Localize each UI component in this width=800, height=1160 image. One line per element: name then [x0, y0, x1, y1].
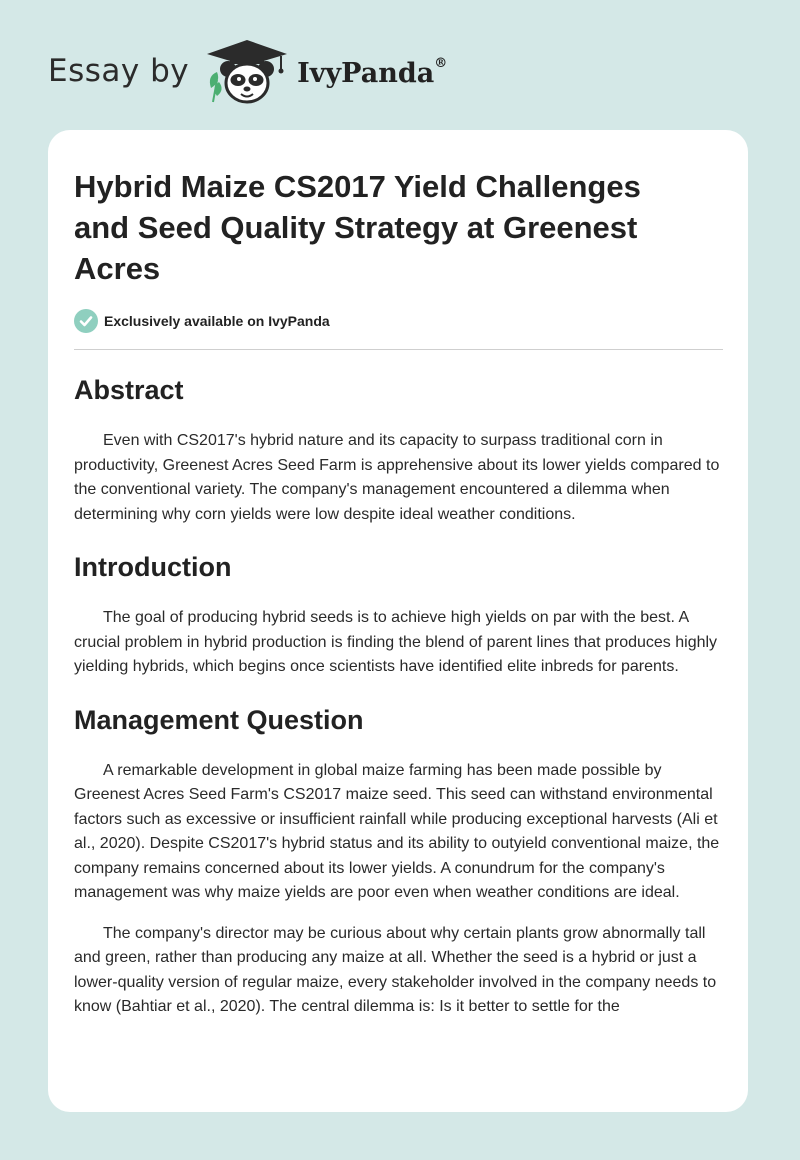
brand-name-text: IvyPanda	[297, 57, 435, 89]
title-divider	[74, 349, 723, 350]
essay-title: Hybrid Maize CS2017 Yield Challenges and Seed Quality Strategy at Greenest Acres	[74, 169, 641, 286]
check-circle-icon	[74, 309, 98, 333]
section-management-question	[74, 704, 722, 1020]
section-paragraph: A remarkable development in global maize farming has been made possible by Greenest Acres Seed Farm's CS2017 maize seed. This seed can withstand environmental factors such as excessive or insufficient rainfall while producing exceptional harvests (Ali et al., 2020). Despite CS2017's hybrid status and its ability to outyield conventional maize, the company remains concerned about its lower yields. A conundrum for the company's management was why maize yields are poor even when weather conditions are ideal.	[74, 761, 720, 901]
section-heading: Introduction	[74, 552, 232, 582]
brand-prefix: Essay by	[48, 53, 190, 89]
exclusive-badge	[74, 307, 722, 335]
registered-mark: ®	[434, 55, 448, 71]
section-heading: Management Question	[74, 704, 364, 735]
exclusive-badge-text: Exclusively available on IvyPanda	[104, 313, 330, 329]
section-abstract	[74, 374, 722, 527]
essay-card	[48, 130, 748, 1112]
section-paragraph: The company's director may be curious about why certain plants grow abnormally tall and green, rather than producing any maize at all. Whether the seed is a hybrid or just a lower-quality version of regular maize, every stakeholder involved in the company needs to know (Bahtiar et al., 2020). The central dilemma is: Is it better to settle for the	[74, 924, 717, 1015]
section-paragraph: Even with CS2017's hybrid nature and its capacity to surpass traditional corn in productivity, Greenest Acres Seed Farm is apprehensive about its lower yields compared to the conventional variety. The company's management encountered a dilemma when determining why corn yields were low despite ideal weather conditions.	[74, 432, 720, 523]
section-introduction	[74, 551, 722, 680]
section-paragraph: The goal of producing hybrid seeds is to achieve high yields on par with the best. A crucial problem in hybrid production is finding the blend of parent lines that produces highly yielding hybrids, which begins once scientists have identified elite inbreds for parents.	[74, 609, 718, 675]
panda-logo-icon	[203, 36, 291, 106]
brand-name	[297, 55, 448, 89]
brand-header	[48, 36, 447, 106]
section-heading: Abstract	[74, 375, 184, 405]
